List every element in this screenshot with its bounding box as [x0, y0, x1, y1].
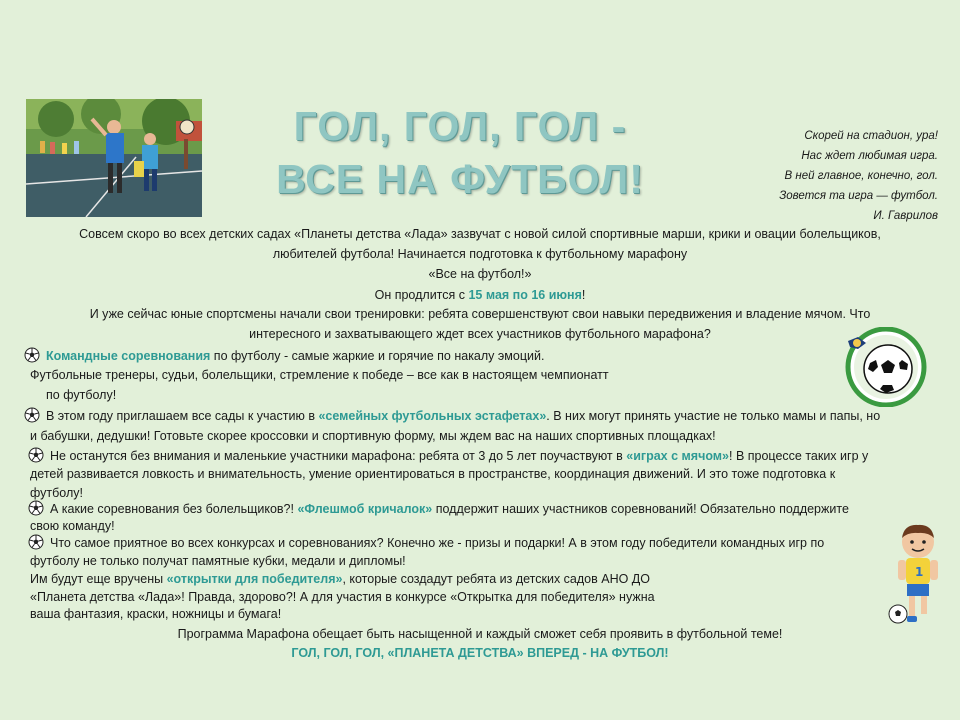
- football-badge-image: [836, 327, 932, 407]
- intro-line-2: любителей футбола! Начинается подготовка к футбольному марафону: [272, 247, 688, 261]
- p4-suffix: поддержит наших участников соревнований! Обязательно поддержите: [432, 502, 849, 516]
- dates-suffix: !: [581, 288, 586, 302]
- family-relays-highlight: «семейных футбольных эстафетах»: [318, 409, 547, 423]
- p5-line-2: футболу не только получат памятные кубки, медали и дипломы!: [30, 554, 406, 568]
- marathon-dates: 15 мая по 16 июня: [468, 288, 582, 302]
- team-competitions-highlight: Командные соревнования: [46, 349, 211, 363]
- poem-line: В ней главное, конечно, гол.: [784, 170, 938, 182]
- p5-line-3: [30, 571, 650, 588]
- poem-line: Нас ждет любимая игра.: [801, 150, 938, 162]
- intro-line-3: «Все на футбол!»: [428, 267, 532, 281]
- poem-author: И. Гаврилов: [873, 210, 938, 222]
- p4-prefix: А какие соревнования без болельщиков?!: [50, 502, 298, 516]
- poem-line: Скорей на стадион, ура!: [804, 130, 938, 142]
- p3-line-1: [28, 447, 868, 465]
- kid-with-ball-image: [886, 522, 946, 630]
- p2-suffix: . В них могут принять участие не только мамы и папы, но: [546, 409, 881, 423]
- p2-line-2: и бабушки, дедушки! Готовьте скорее кроссовки и спортивную форму, мы ждем вас на наших спортивных площадках!: [30, 429, 716, 443]
- soccer-ball-icon: [28, 500, 44, 516]
- p2-line-1: [24, 407, 880, 425]
- poem-line: Зовется та игра — футбол.: [779, 190, 938, 202]
- winner-cards-highlight: «открытки для победителя»: [166, 572, 343, 586]
- p5-line-1: [28, 534, 824, 552]
- p1-line-3: по футболу!: [46, 388, 117, 402]
- p3-prefix: Не останутся без внимания и маленькие участники марафона: ребята от 3 до 5 лет поучаствуют в: [50, 449, 627, 463]
- p5-line-1-text: Что самое приятное во всех конкурсах и соревнованиях? Конечно же - призы и подарки! А в этом году победители командных игр по: [50, 536, 825, 550]
- soccer-ball-icon: [28, 534, 44, 550]
- poem: [678, 126, 938, 226]
- soccer-ball-icon: [28, 447, 44, 463]
- soccer-ball-icon: [24, 407, 40, 423]
- p1-line-1: [24, 347, 544, 365]
- p3-line-2: детей развивается ловкость и внимательность, умение ориентироваться в пространстве, координация движений. И это тоже подготовка к: [30, 467, 836, 481]
- title-line-1: ГОЛ, ГОЛ, ГОЛ -: [293, 103, 627, 149]
- p5-line-3-prefix: Им будут еще вручены: [30, 572, 167, 586]
- intro-line-1: Совсем скоро во всех детских садах «Планеты детства «Лада» зазвучат с новой силой спортивные марши, крики и овации болельщиков,: [79, 227, 881, 241]
- flashmob-highlight: «Флешмоб кричалок»: [297, 502, 433, 516]
- closing-line: Программа Марафона обещает быть насыщенной и каждый сможет себя проявить в футбольной теме!: [177, 627, 783, 641]
- soccer-ball-icon: [24, 347, 40, 363]
- intro-dates-line: [0, 287, 960, 304]
- p3-suffix: ! В процессе таких игр у: [729, 449, 869, 463]
- closing-slogan: ГОЛ, ГОЛ, ГОЛ, «ПЛАНЕТА ДЕТСТВА» ВПЕРЕД - НА ФУТБОЛ!: [291, 646, 669, 660]
- p5-line-4: «Планета детства «Лада»! Правда, здорово?! А для участия в конкурсе «Открытка для победителя» нужна: [30, 590, 655, 604]
- dates-prefix: Он продлится с: [374, 288, 469, 302]
- kids-football-photo: [26, 99, 202, 217]
- ball-games-highlight: «играх с мячом»: [626, 449, 729, 463]
- title-line-2: ВСЕ НА ФУТБОЛ!: [276, 156, 644, 202]
- p5-line-3-suffix: , которые создадут ребята из детских садов АНО ДО: [342, 572, 650, 586]
- p1-line-2: Футбольные тренеры, судьи, болельщики, стремление к победе – все как в настоящем чемпионатт: [30, 368, 609, 382]
- p5-line-5: ваша фантазия, краски, ножницы и бумага!: [30, 607, 282, 621]
- p1-line-1-rest: по футболу - самые жаркие и горячие по накалу эмоций.: [210, 349, 545, 363]
- p3-line-3: футболу!: [30, 486, 83, 500]
- p4-line-2: свою команду!: [30, 519, 115, 533]
- p2-prefix: В этом году приглашаем все сады к участию в: [46, 409, 319, 423]
- p4-line-1: [28, 500, 849, 518]
- svg-text:1: 1: [915, 565, 924, 579]
- intro-line-6: интересного и захватывающего ждет всех участников футбольного марафона?: [249, 327, 711, 341]
- page-title: [250, 100, 670, 206]
- intro-line-5: И уже сейчас юные спортсмены начали свои тренировки: ребята совершенствуют свои навыки передвижения и владение мячом. Что: [89, 307, 871, 321]
